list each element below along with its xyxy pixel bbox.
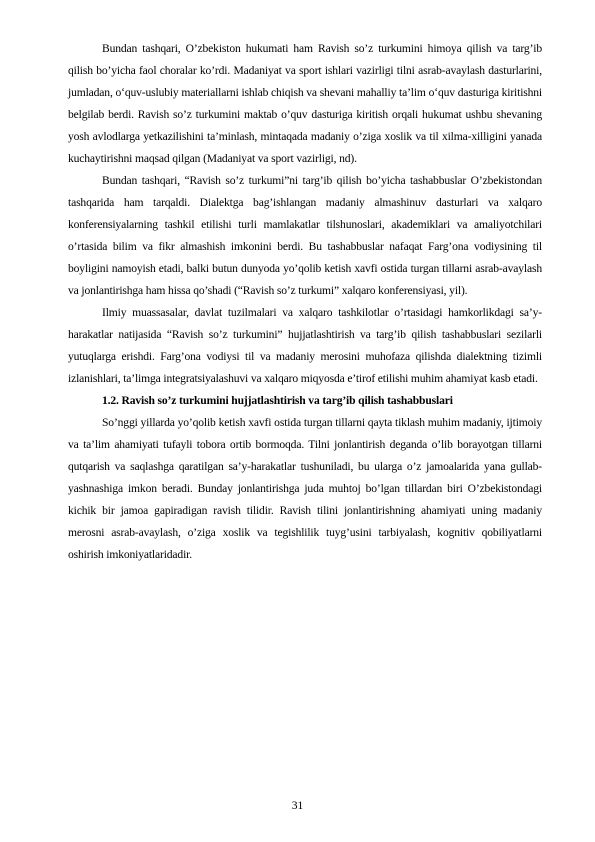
page-number: 31 (291, 799, 304, 812)
document-page (68, 38, 542, 566)
paragraph-language-revitalization: So’nggi yillarda yo’qolib ketish xavfi ostida turgan tillarni qayta tiklash muhim madaniy, ijtimoiy va ta’lim ahamiyati tufayli tobora ortib bormoqda. Tilni jonlantirish deganda o’lib borayotgan tillarni qutqarish va saqlashga qaratilgan sa’y-harakatlar tushuniladi, bu ularga o’z jamoalarida yana gullab-yashnashiga imkon beradi. Bunday jonlantirishga juda muhtoj bo’lgan tillardan biri O’zbekistondagi kichik bir jamoa gapiradigan ravish tilidir. Ravish tilini jonlantirishning ahamiyati uning madaniy merosni asrab-avaylash, o’ziga xoslik va tegishlilik tuyg’usini tarbiyalash, kognitiv qobiliyatlarni oshirish imkoniyatlaridadir. (68, 416, 542, 561)
paragraph-international-initiatives: Bundan tashqari, “Ravish so’z turkumi”ni targ’ib qilish bo’yicha tashabbuslar O’zbekistondan tashqarida ham tarqaldi. Dialektga bag’ishlangan madaniy almashinuv dasturlari va xalqaro konferensiyalarning tashkil etilishi turli mamlakatlar tilshunoslari, akademiklari va amaliyotchilari o’rtasida bilim va fikr almashish imkonini berdi. Bu tashabbuslar nafaqat Farg’ona vodiysining til boyligini namoyish etadi, balki butun dunyoda yo’qolib ketish xavfi ostida turgan tillarni asrab-avaylash va jonlantirishga ham hissa qo’shadi (“Ravish so’z turkumi” xalqaro konferensiyasi, yil). (68, 174, 542, 297)
section-heading: 1.2. Ravish so’z turkumini hujjatlashtirish va targ’ib qilish tashabbuslari (102, 394, 453, 407)
paragraph-collaboration-results: Ilmiy muassasalar, davlat tuzilmalari va xalqaro tashkilotlar o’rtasidagi hamkorlikdagi sa’y-harakatlar natijasida “Ravish so’z turkumini” hujjatlashtirish va targ’ib qilish tashabbuslari sezilarli yutuqlarga erishdi. Farg’ona vodiysi til va madaniy merosini muhofaza qilishda dialektning tizimli izlanishlari, ta’limga integratsiyalashuvi va xalqaro miqyosda e’tirof etilishi muhim ahamiyat kasb etadi. (68, 306, 542, 385)
paragraph-government-measures: Bundan tashqari, O’zbekiston hukumati ham Ravish so’z turkumini himoya qilish va targ’ib qilish bo’yicha faol choralar ko’rdi. Madaniyat va sport ishlari vazirligi tilni asrab-avaylash dasturlarini, jumladan, o‘quv-uslubiy materiallarni ishlab chiqish va shevani mahalliy ta’lim o‘quv dasturiga kiritishni belgilab berdi. Ravish so’z turkumini maktab o’quv dasturiga kiritish orqali hukumat ushbu shevaning yosh avlodlarga yetkazilishini ta’minlash, mintaqada madaniy o’ziga xoslik va til xilma-xilligini yanada kuchaytirishni maqsad qilgan (Madaniyat va sport vazirligi, nd). (68, 42, 542, 165)
